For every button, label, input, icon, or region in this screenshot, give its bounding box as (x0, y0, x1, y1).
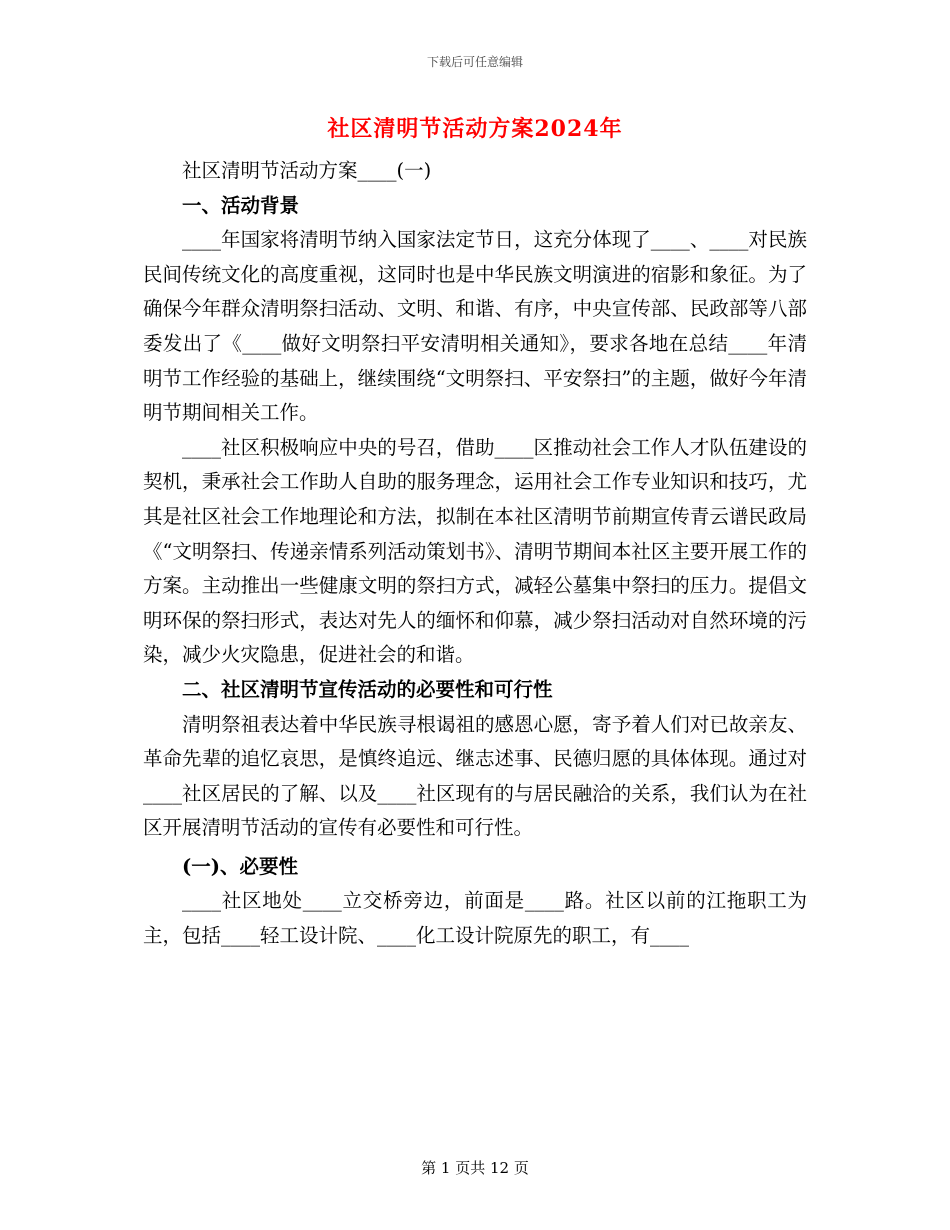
document-subtitle: 社区清明节活动方案____(一) (182, 159, 432, 182)
paragraph: ____社区积极响应中央的号召，借助____区推动社会工作人才队伍建设的契机，秉承社会工作助人自助的服务理念，运用社会工作专业知识和技巧，尤其是社区社会工作地理论和方法，拟制在本社区清明节前期宣传青云谱民政局《“文明祭扫、传递亲情系列活动策划书》、清明节期间本社区主要开展工作的方案。主动推出一些健康文明的祭扫方式，减轻公墓集中祭扫的压力。提倡文明环保的祭扫形式，表达对先人的缅怀和仰慕，减少祭扫活动对自然环境的污染，减少火灾隐患，促进社会的和谐。 (143, 435, 807, 667)
document-title: 社区清明节活动方案2024年 (327, 116, 623, 142)
subsection-heading: (一)、必要性 (182, 854, 298, 878)
header-note: 下载后可任意编辑 (426, 55, 523, 69)
document-body (143, 154, 807, 954)
page-number: 第 1 页共 12 页 (421, 1159, 529, 1177)
section-heading-necessity: 二、社区清明节宣传活动的必要性和可行性 (182, 677, 553, 701)
paragraph: ____年国家将清明节纳入国家法定节日，这充分体现了____、____对民族民间传统文化的高度重视，这同时也是中华民族文明演进的宿影和象征。为了确保今年群众清明祭扫活动、文明、和谐、有序，中央宣传部、民政部等八部委发出了《____做好文明祭扫平安清明相关通知》，要求各地在总结____年清明节工作经验的基础上，继续围绕“文明祭扫、平安祭扫”的主题，做好今年清明节期间相关工作。 (143, 228, 807, 425)
paragraph: 清明祭祖表达着中华民族寻根谒祖的感恩心愿，寄予着人们对已故亲友、革命先辈的追忆哀思，是慎终追远、继志述事、民德归愿的具体体现。通过对____社区居民的了解、以及____社区现有的与居民融洽的关系，我们认为在社区开展清明节活动的宣传有必要性和可行性。 (143, 712, 807, 840)
paragraph: ____社区地处____立交桥旁边，前面是____路。社区以前的江拖职工为主，包括____轻工设计院、____化工设计院原先的职工，有____ (143, 889, 807, 948)
section-heading-background: 一、活动背景 (182, 193, 300, 217)
